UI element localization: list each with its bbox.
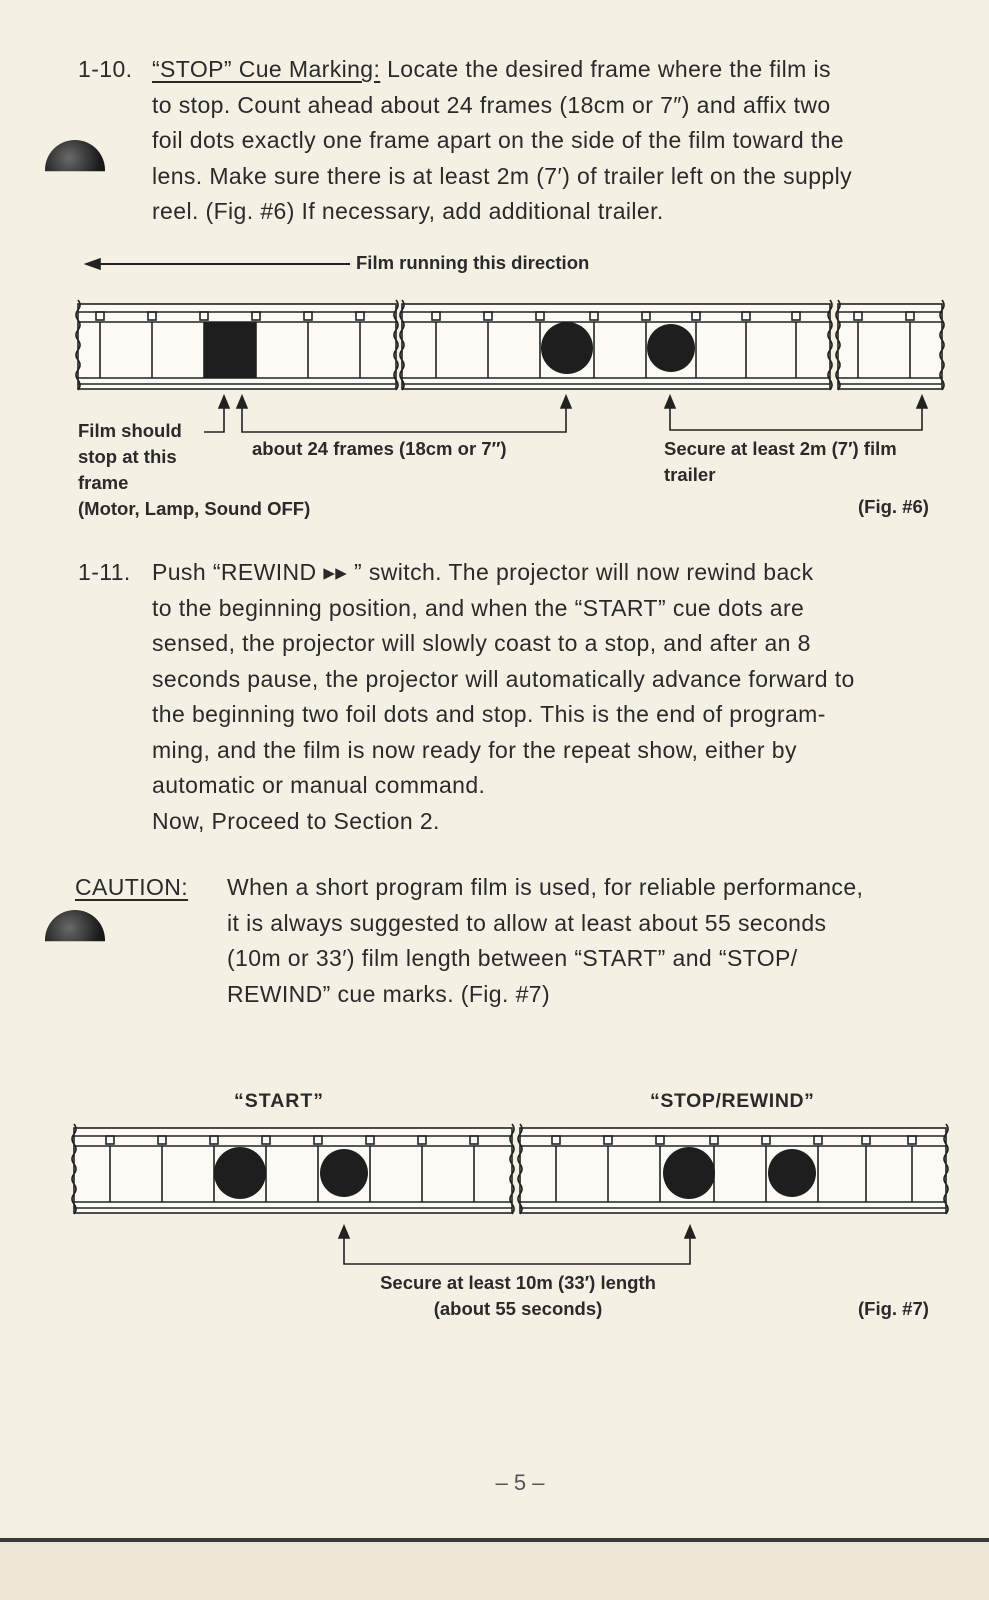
stop-foil-dot (663, 1147, 715, 1199)
caption-line: Secure at least 10m (33′) length (380, 1272, 656, 1293)
caption-line: stop at this (78, 446, 177, 467)
fig6-figure-label: (Fig. #6) (858, 496, 929, 517)
section-text-line: to stop. Count ahead about 24 frames (18cm or 7″) and affix two (152, 91, 831, 118)
caption-line: (Motor, Lamp, Sound OFF) (78, 498, 311, 519)
section-heading: “STOP” Cue Marking: (152, 56, 381, 82)
start-foil-dot (214, 1147, 266, 1199)
fig6-count-label: about 24 frames (18cm or 7″) (252, 438, 507, 459)
section-number: 1-11. (78, 559, 131, 585)
section-number: 1-10. (78, 56, 133, 82)
caption-line: (about 55 seconds) (433, 1298, 603, 1319)
section-text-line: to the beginning position, and when the “START” cue dots are (152, 594, 805, 621)
section-text-line: sensed, the projector will slowly coast to a stop, and after an 8 (152, 630, 811, 656)
section-text-line: ming, and the film is now ready for the repeat show, either by (152, 736, 797, 763)
section-text-line: lens. Make sure there is at least 2m (7′) of trailer left on the supply (152, 162, 853, 189)
fig7-length-label (356, 1270, 680, 1322)
fig6-direction-label: Film running this direction (356, 252, 590, 273)
section-text-line: seconds pause, the projector will automatically advance forward to (152, 665, 855, 692)
fig7-start-label: “START” (234, 1090, 325, 1112)
caption-line: Film should (78, 420, 182, 441)
section-text-line: automatic or manual command. (152, 772, 486, 798)
section-text-line: Push “REWIND ▸▸ ” switch. The projector will now rewind back (152, 559, 814, 585)
section-text-line: the beginning two foil dots and stop. This is the end of program- (152, 701, 826, 727)
caption-line: trailer (664, 464, 716, 485)
caution-text-line: it is always suggested to allow at least about 55 seconds (227, 909, 827, 936)
section-text-line: Now, Proceed to Section 2. (152, 807, 440, 834)
section-text-line: Locate the desired frame where the film is (380, 56, 831, 82)
stop-foil-dot (768, 1149, 816, 1197)
fig7-stop-label: “STOP/REWIND” (650, 1090, 815, 1112)
caption-line: frame (78, 472, 129, 493)
caption-line: Secure at least 2m (7′) film (664, 438, 897, 459)
section-text-line: reel. (Fig. #6) If necessary, add additional trailer. (152, 198, 664, 224)
fig7-figure-label: (Fig. #7) (858, 1298, 929, 1319)
section-text-line: foil dots exactly one frame apart on the side of the film toward the (152, 127, 844, 153)
caution-text-line: REWIND” cue marks. (Fig. #7) (227, 980, 551, 1007)
caution-text-line: When a short program film is used, for reliable performance, (227, 874, 864, 900)
page-number: – 5 – (495, 1470, 545, 1495)
caution-text-line: (10m or 33′) film length between “START” and “STOP/ (227, 945, 798, 971)
caution-label: CAUTION: (75, 874, 189, 900)
start-foil-dot (320, 1149, 368, 1197)
